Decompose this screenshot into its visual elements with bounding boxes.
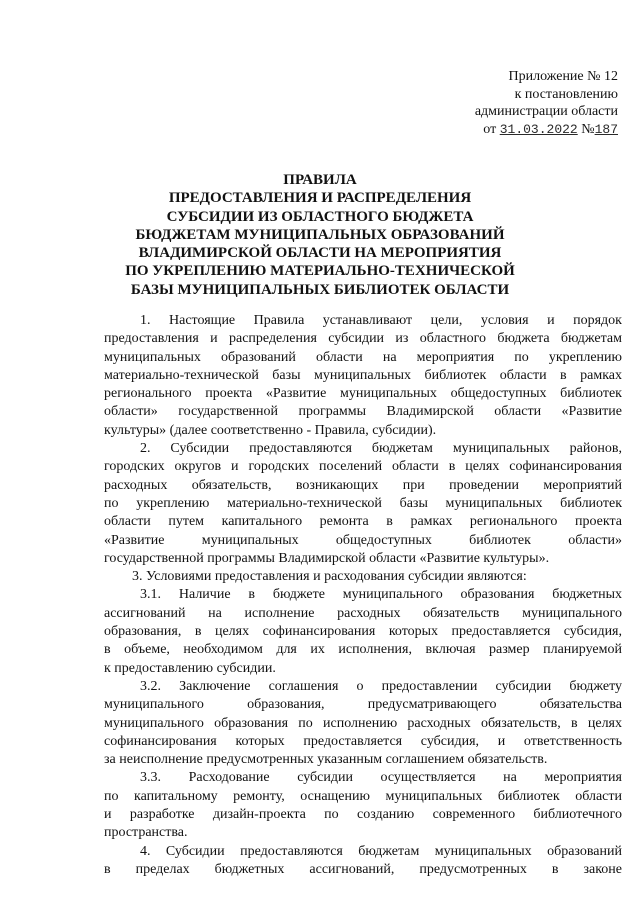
text-line: софинансирования которых предоставляется субсидия, и ответственность bbox=[104, 733, 622, 749]
text-line: 3.3. Расходование субсидии осуществляется на мероприятия bbox=[140, 770, 622, 786]
title-line: БАЗЫ МУНИЦИПАЛЬНЫХ БИБЛИОТЕК ОБЛАСТИ bbox=[130, 281, 510, 298]
handwritten-date: 31.03.2022 bbox=[499, 121, 578, 137]
text-line: образования, в целях софинансирования которых предоставляется субсидия, bbox=[104, 624, 622, 640]
text-line: в объеме, необходимом для их исполнения, включая размер планируемой bbox=[104, 642, 622, 658]
text-line: «Развитие муниципальных общедоступных библиотек области» bbox=[104, 532, 622, 548]
title-line: ПРАВИЛА bbox=[283, 172, 357, 188]
number-prefix: № bbox=[581, 121, 595, 137]
text-line: регионального проекта «Развитие муниципальных общедоступных библиотек bbox=[104, 386, 622, 402]
text-line: и разработке дизайн-проекта по созданию современного библиотечного bbox=[104, 807, 622, 823]
date-prefix: от bbox=[483, 121, 497, 137]
appendix-number: Приложение № 12 bbox=[508, 69, 618, 84]
appendix-date-number bbox=[475, 121, 618, 139]
text-line: 1. Настоящие Правила устанавливают цели, условия и порядок bbox=[140, 313, 622, 328]
text-line: городских округов и городских поселений области в целях софинансирования bbox=[104, 459, 622, 475]
title-line: ВЛАДИМИРСКОЙ ОБЛАСТИ НА МЕРОПРИЯТИЯ bbox=[138, 245, 502, 262]
text-line: области» государственной программы Владимирской области «Развитие bbox=[104, 404, 622, 420]
text-line: ассигнований на исполнение расходных обязательств муниципального bbox=[104, 605, 622, 621]
text-line: 3.2. Заключение соглашения о предоставлении субсидии бюджету bbox=[140, 678, 622, 694]
text-line: муниципальных образований области на мероприятия по укреплению bbox=[104, 349, 622, 365]
text-line: в пределах бюджетных ассигнований, предусмотренных в законе bbox=[104, 861, 622, 877]
appendix-header bbox=[475, 68, 618, 138]
text-line: материально-технической базы муниципальных библиотек области в рамках bbox=[104, 367, 622, 383]
text-line: предоставления и распределения субсидии из областного бюджета бюджетам bbox=[104, 331, 622, 347]
text-line: пространства. bbox=[104, 825, 188, 841]
text-line: культуры» (далее соответственно - Правила, субсидии). bbox=[104, 422, 437, 438]
title-line: БЮДЖЕТАМ МУНИЦИПАЛЬНЫХ ОБРАЗОВАНИЙ bbox=[135, 226, 505, 243]
text-line: 3. Условиями предоставления и расходования субсидии являются: bbox=[132, 569, 527, 585]
text-line: по укреплению материально-технической базы муниципальных библиотек bbox=[104, 495, 622, 511]
text-line: 3.1. Наличие в бюджете муниципального образования бюджетных bbox=[140, 587, 622, 603]
document-title bbox=[0, 171, 640, 299]
text-line: по капитальному ремонту, оснащению муниципальных библиотек области bbox=[104, 788, 622, 804]
title-line: СУБСИДИИ ИЗ ОБЛАСТНОГО БЮДЖЕТА bbox=[166, 208, 474, 225]
text-line: муниципального образования по исполнению расходных обязательств, в целях bbox=[104, 715, 622, 731]
text-line: муниципального образования, предусматривающего обязательства bbox=[104, 697, 622, 713]
title-line: ПО УКРЕПЛЕНИЮ МАТЕРИАЛЬНО-ТЕХНИЧЕСКОЙ bbox=[125, 263, 515, 280]
text-line: расходных обязательств, возникающих при проведении мероприятий bbox=[104, 477, 622, 493]
appendix-resolution-ref: к постановлению bbox=[514, 86, 618, 102]
text-line: 2. Субсидии предоставляются бюджетам муниципальных районов, bbox=[140, 441, 622, 457]
text-line: 4. Субсидии предоставляются бюджетам муниципальных образований bbox=[140, 843, 622, 859]
document-body bbox=[104, 312, 622, 879]
text-line: за неисполнение предусмотренных указанным соглашением обязательств. bbox=[104, 752, 548, 768]
text-line: области путем капитального ремонта в рамках регионального проекта bbox=[104, 514, 622, 530]
text-line: к предоставлению субсидии. bbox=[104, 660, 276, 676]
appendix-authority: администрации области bbox=[474, 104, 618, 119]
text-line: государственной программы Владимирской области «Развитие культуры». bbox=[104, 550, 550, 566]
handwritten-number: 187 bbox=[594, 121, 618, 137]
title-line: ПРЕДОСТАВЛЕНИЯ И РАСПРЕДЕЛЕНИЯ bbox=[168, 190, 472, 207]
